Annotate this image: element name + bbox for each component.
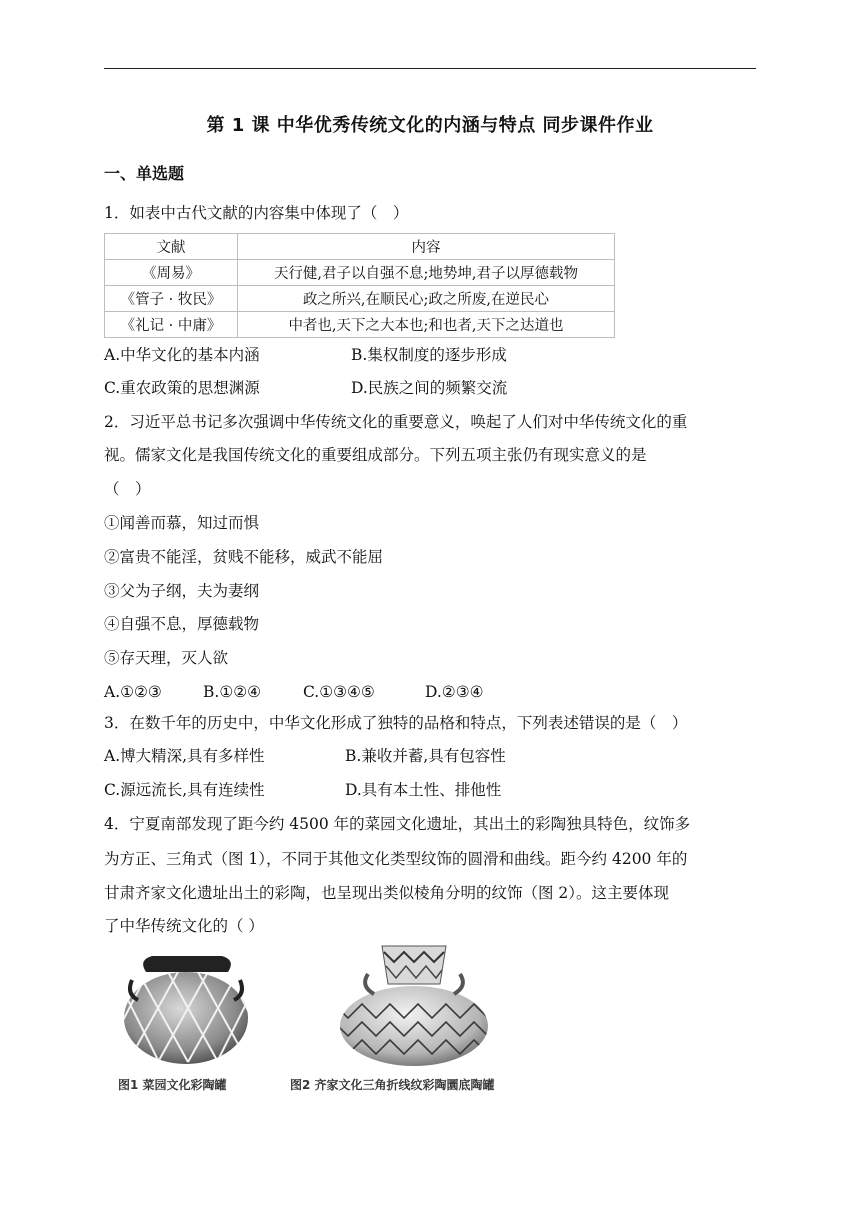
q1-option-b: B.集权制度的逐步形成 — [351, 346, 507, 364]
q1-stem: 1．如表中古代文献的内容集中体现了（ ） — [104, 204, 409, 222]
page-title: 第 1 课 中华优秀传统文化的内涵与特点 同步课件作业 — [206, 115, 654, 136]
table-header-cell: 内容 — [238, 234, 615, 260]
qijia-pottery-jar-image — [334, 942, 494, 1068]
q2-item: ④自强不息，厚德载物 — [104, 615, 260, 633]
q4-stem-line: 了中华传统文化的（ ） — [104, 917, 264, 935]
q3-stem: 3．在数千年的历史中，中华文化形成了独特的品格和特点，下列表述错误的是（ ） — [104, 714, 688, 732]
table-cell: 政之所兴,在顺民心;政之所废,在逆民心 — [238, 286, 615, 312]
q2-option-a: A.①②③ — [104, 683, 162, 701]
table-cell: 《周易》 — [105, 260, 238, 286]
table-cell: 《管子 · 牧民》 — [105, 286, 238, 312]
q4-stem-line: 为方正、三角式（图 1），不同于其他文化类型纹饰的圆滑和曲线。距今约 4200 年的 — [104, 850, 688, 868]
q2-item: ①闻善而慕，知过而惧 — [104, 514, 260, 532]
q4-stem-line: 4．宁夏南部发现了距今约 4500 年的菜园文化遗址，其出土的彩陶独具特色，纹饰多 — [104, 815, 691, 833]
q2-item: ②富贵不能淫，贫贱不能移，威武不能屈 — [104, 548, 384, 566]
q2-stem-line: （ ） — [104, 480, 151, 498]
q2-option-c: C.①③④⑤ — [303, 683, 375, 701]
table-cell: 中者也,天下之大本也;和也者,天下之达道也 — [238, 312, 615, 338]
q1-option-d: D.民族之间的频繁交流 — [351, 379, 508, 397]
q1-option-a: A.中华文化的基本内涵 — [104, 346, 260, 364]
figure-2-caption: 图2 齐家文化三角折线纹彩陶圜底陶罐 — [290, 1078, 495, 1092]
table-cell: 《礼记 · 中庸》 — [105, 312, 238, 338]
header-rule — [104, 68, 756, 69]
q2-stem-line: 2．习近平总书记多次强调中华传统文化的重要意义，唤起了人们对中华传统文化的重 — [104, 413, 688, 431]
q3-option-d: D.具有本土性、排他性 — [345, 781, 502, 799]
table-row — [105, 312, 615, 338]
q2-option-b: B.①②④ — [203, 683, 262, 701]
figure-1-caption: 图1 菜园文化彩陶罐 — [118, 1078, 227, 1092]
q3-option-b: B.兼收并蓄,具有包容性 — [345, 747, 506, 765]
table-header-row — [105, 234, 615, 260]
section-heading: 一、单选题 — [104, 164, 185, 183]
q3-option-c: C.源远流长,具有连续性 — [104, 781, 265, 799]
table-row — [105, 286, 615, 312]
table-cell: 天行健,君子以自强不息;地势坤,君子以厚德载物 — [238, 260, 615, 286]
literature-table — [104, 233, 615, 338]
q2-item: ⑤存天理，灭人欲 — [104, 649, 229, 667]
q1-option-c: C.重农政策的思想渊源 — [104, 379, 260, 397]
q4-stem-line: 甘肃齐家文化遗址出土的彩陶，也呈现出类似棱角分明的纹饰（图 2）。这主要体现 — [104, 884, 670, 902]
q2-item: ③父为子纲，夫为妻纲 — [104, 582, 260, 600]
caiyuan-pottery-jar-image — [118, 950, 258, 1068]
q3-option-a: A.博大精深,具有多样性 — [104, 747, 265, 765]
q2-option-d: D.②③④ — [425, 683, 484, 701]
q2-stem-line: 视。儒家文化是我国传统文化的重要组成部分。下列五项主张仍有现实意义的是 — [104, 446, 647, 464]
table-header-cell: 文献 — [105, 234, 238, 260]
table-row — [105, 260, 615, 286]
